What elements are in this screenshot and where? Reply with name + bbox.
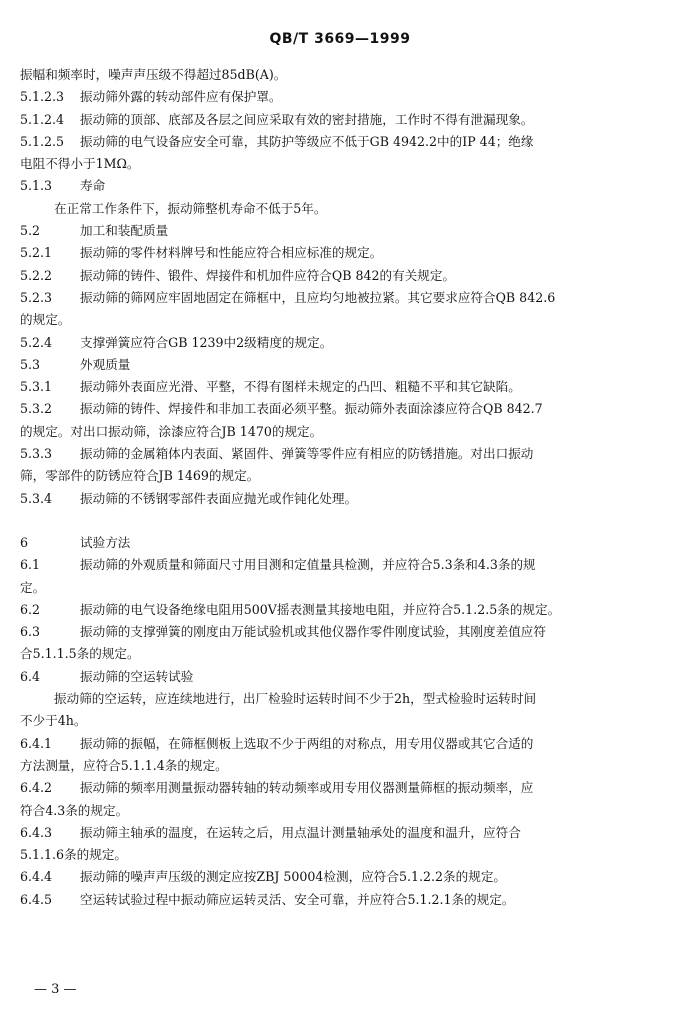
clause-text: 5.1.1.6条的规定。 bbox=[20, 847, 128, 863]
clause-number: 5.1.2.5 bbox=[20, 133, 65, 149]
text-line bbox=[20, 800, 662, 822]
text-line bbox=[20, 554, 662, 576]
clause-number: 5.1.2.3 bbox=[20, 89, 65, 105]
clause-number: 5.2.1 bbox=[20, 245, 53, 261]
text-line bbox=[20, 889, 662, 911]
section-gap bbox=[20, 510, 662, 532]
clause-number: 5.2.3 bbox=[20, 289, 53, 305]
clause-text: 符合4.3条的规定。 bbox=[20, 802, 129, 818]
clause-number: 6 bbox=[20, 534, 29, 550]
text-line bbox=[20, 710, 662, 732]
clause-text: 的规定。 bbox=[20, 312, 71, 328]
clause-number: 6.4.3 bbox=[20, 824, 53, 840]
clause-text: 振动筛的外观质量和筛面尺寸用目测和定值量具检测，并应符合5.3条和4.3条的规 bbox=[80, 557, 536, 573]
clause-number: 5.2.2 bbox=[20, 267, 53, 283]
text-line bbox=[20, 354, 662, 376]
clause-text: 振动筛的零件材料牌号和性能应符合相应标准的规定。 bbox=[80, 245, 383, 261]
text-line bbox=[20, 332, 662, 354]
clause-text: 试验方法 bbox=[80, 534, 131, 550]
clause-number: 5.3.1 bbox=[20, 379, 53, 395]
clause-text: 振动筛的电气设备应安全可靠，其防护等级应不低于GB 4942.2中的IP 44；绝缘 bbox=[80, 133, 534, 149]
clause-number: 6.4.5 bbox=[20, 891, 53, 907]
text-line bbox=[20, 643, 662, 665]
text-line bbox=[20, 64, 662, 86]
clause-text: 电阻不得小于1MΩ。 bbox=[20, 156, 140, 172]
clause-text: 筛，零部件的防锈应符合JB 1469的规定。 bbox=[20, 468, 260, 484]
clause-number: 5.3.3 bbox=[20, 446, 53, 462]
clause-text: 合5.1.1.5条的规定。 bbox=[20, 646, 140, 662]
text-line bbox=[20, 287, 662, 309]
text-line bbox=[20, 755, 662, 777]
clause-text: 寿命 bbox=[80, 178, 106, 194]
text-line bbox=[20, 220, 662, 242]
clause-text: 振动筛外表面应光滑、平整，不得有图样未规定的凸凹、粗糙不平和其它缺陷。 bbox=[80, 379, 521, 395]
standard-header: QB/T 3669—1999 bbox=[269, 31, 411, 47]
text-line bbox=[20, 309, 662, 331]
text-line bbox=[20, 398, 662, 420]
clause-text: 的规定。对出口振动筛，涂漆应符合JB 1470的规定。 bbox=[20, 423, 323, 439]
text-line bbox=[20, 822, 662, 844]
clause-number: 6.1 bbox=[20, 557, 41, 573]
clause-number: 5.1.2.4 bbox=[20, 111, 65, 127]
clause-text: 振动筛主轴承的温度，在运转之后，用点温计测量轴承处的温度和温升，应符合 bbox=[80, 824, 521, 840]
text-line bbox=[20, 376, 662, 398]
text-line bbox=[20, 265, 662, 287]
text-line bbox=[20, 109, 662, 131]
text-line bbox=[20, 688, 662, 710]
text-line bbox=[20, 777, 662, 799]
clause-text: 振动筛的噪声声压级的测定应按ZBJ 50004检测，应符合5.1.2.2条的规定。 bbox=[80, 869, 507, 885]
page-number: — 3 — bbox=[34, 982, 77, 997]
clause-text: 振动筛的不锈钢零部件表面应抛光或作钝化处理。 bbox=[80, 490, 358, 506]
clause-number: 5.2.4 bbox=[20, 334, 53, 350]
clause-text: 振动筛的振幅，在筛框侧板上选取不少于两组的对称点，用专用仪器或其它合适的 bbox=[80, 735, 534, 751]
text-line bbox=[20, 198, 662, 220]
clause-text: 振动筛的顶部、底部及各层之间应采取有效的密封措施，工作时不得有泄漏现象。 bbox=[80, 111, 534, 127]
text-line bbox=[20, 131, 662, 153]
text-line bbox=[20, 242, 662, 264]
clause-number: 6.4 bbox=[20, 668, 41, 684]
text-line bbox=[20, 599, 662, 621]
clause-number: 6.4.2 bbox=[20, 780, 53, 796]
clause-number: 6.4.4 bbox=[20, 869, 53, 885]
clause-text: 不少于4h。 bbox=[20, 713, 87, 729]
clause-text: 振幅和频率时，噪声声压级不得超过85dB(A)。 bbox=[20, 67, 287, 82]
clause-text: 定。 bbox=[20, 579, 46, 595]
text-line bbox=[20, 488, 662, 510]
text-line bbox=[20, 844, 662, 866]
clause-text: 外观质量 bbox=[80, 356, 131, 372]
clause-text: 在正常工作条件下，振动筛整机寿命不低于5年。 bbox=[54, 200, 327, 216]
clause-number: 5.3 bbox=[20, 356, 41, 372]
text-line bbox=[20, 621, 662, 643]
text-line bbox=[20, 866, 662, 888]
clause-text: 振动筛的空运转试验 bbox=[80, 668, 194, 684]
clause-number: 5.2 bbox=[20, 223, 41, 239]
text-line bbox=[20, 421, 662, 443]
clause-text: 振动筛的筛网应牢固地固定在筛框中，且应均匀地被拉紧。其它要求应符合QB 842.6 bbox=[80, 289, 556, 305]
document-body bbox=[20, 64, 662, 911]
text-line bbox=[20, 175, 662, 197]
clause-number: 6.4.1 bbox=[20, 735, 53, 751]
clause-number: 5.1.3 bbox=[20, 178, 53, 194]
clause-text: 支撑弹簧应符合GB 1239中2级精度的规定。 bbox=[80, 334, 333, 350]
text-line bbox=[20, 733, 662, 755]
clause-text: 空运转试验过程中振动筛应运转灵活、安全可靠，并应符合5.1.2.1条的规定。 bbox=[80, 891, 515, 907]
text-line bbox=[20, 577, 662, 599]
clause-number: 6.2 bbox=[20, 601, 41, 617]
clause-text: 振动筛的频率用测量振动器转轴的转动频率或用专用仪器测量筛框的振动频率，应 bbox=[80, 780, 534, 796]
text-line bbox=[20, 86, 662, 108]
clause-number: 5.3.2 bbox=[20, 401, 53, 417]
clause-text: 振动筛的空运转，应连续地进行，出厂检验时运转时间不少于2h，型式检验时运转时间 bbox=[54, 691, 537, 707]
clause-text: 振动筛的支撑弹簧的刚度由万能试验机或其他仪器作零件刚度试验，其刚度差值应符 bbox=[80, 624, 546, 640]
text-line bbox=[20, 666, 662, 688]
clause-number: 5.3.4 bbox=[20, 490, 53, 506]
text-line bbox=[20, 443, 662, 465]
text-line bbox=[20, 153, 662, 175]
clause-text: 振动筛的铸件、锻件、焊接件和机加件应符合QB 842的有关规定。 bbox=[80, 267, 456, 283]
clause-text: 振动筛的铸件、焊接件和非加工表面必须平整。振动筛外表面涂漆应符合QB 842.7 bbox=[80, 401, 543, 417]
clause-text: 振动筛外露的转动部件应有保护罩。 bbox=[80, 89, 282, 105]
clause-text: 方法测量，应符合5.1.1.4条的规定。 bbox=[20, 757, 228, 773]
clause-text: 加工和装配质量 bbox=[80, 223, 169, 239]
clause-text: 振动筛的电气设备绝缘电阻用500V摇表测量其接地电阻，并应符合5.1.2.5条的规定。 bbox=[80, 601, 561, 617]
text-line bbox=[20, 532, 662, 554]
clause-text: 振动筛的金属箱体内表面、紧固件、弹簧等零件应有相应的防锈措施。对出口振动 bbox=[80, 446, 534, 462]
clause-number: 6.3 bbox=[20, 624, 41, 640]
text-line bbox=[20, 465, 662, 487]
